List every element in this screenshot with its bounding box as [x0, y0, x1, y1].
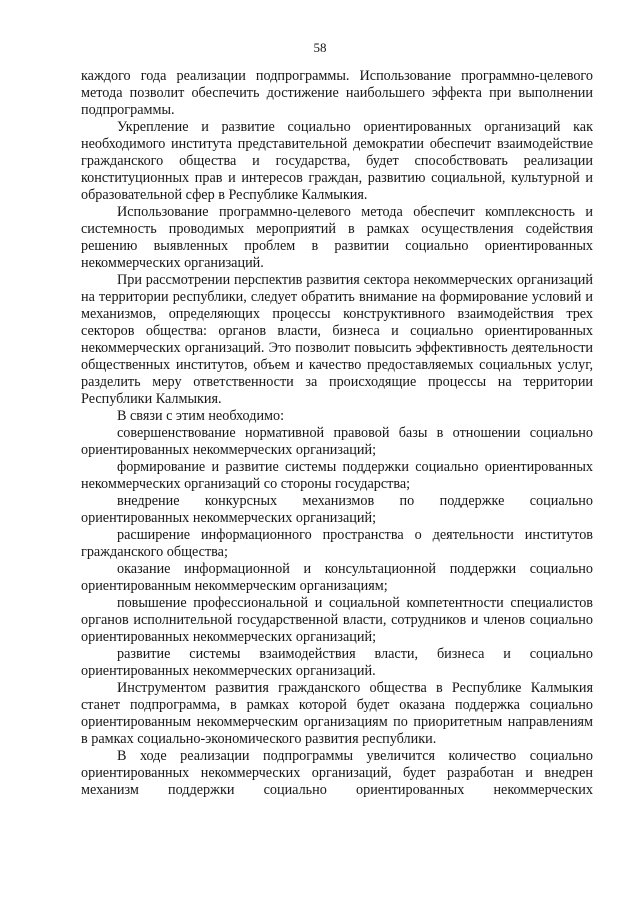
list-item-3: внедрение конкурсных механизмов по поддержке социально ориентированных некоммерческих организаций;	[81, 493, 593, 526]
paragraph-7: В ходе реализации подпрограммы увеличится количество социально ориентированных некоммерческих организаций, будет разработан и внедрен механизм поддержки социально ориентированных некоммерческих	[81, 748, 593, 798]
document-body	[81, 68, 593, 799]
paragraph-2: Укрепление и развитие социально ориентированных организаций как необходимого института представительной демократии обеспечит взаимодействие гражданского общества и государства, будет способствовать реализации конституционных прав и интересов граждан, развитию социальной, культурной и образовательной сфер в Республике Калмыкия.	[81, 119, 593, 203]
list-item-6: повышение профессиональной и социальной компетентности специалистов органов исполнительной государственной власти, сотрудников и членов социально ориентированных некоммерческих организаций;	[81, 595, 593, 645]
paragraph-3: Использование программно-целевого метода обеспечит комплексность и системность проводимых мероприятий в рамках осуществления содействия решению выявленных проблем в развитии социально ориентированных некоммерческих организаций.	[81, 204, 593, 271]
paragraph-6: Инструментом развития гражданского общества в Республике Калмыкия станет подпрограмма, в рамках которой будет оказана поддержка социально ориентированным некоммерческим организациям по приоритетным направлениям в рамках социально-экономического развития республики.	[81, 680, 593, 747]
list-item-7: развитие системы взаимодействия власти, бизнеса и социально ориентированных некоммерческих организаций.	[81, 646, 593, 679]
list-item-2: формирование и развитие системы поддержки социально ориентированных некоммерческих организаций со стороны государства;	[81, 459, 593, 492]
paragraph-4: При рассмотрении перспектив развития сектора некоммерческих организаций на территории республики, следует обратить внимание на формирование условий и механизмов, определяющих процессы конструктивного взаимодействия трех секторов общества: органов власти, бизнеса и социально ориентированных некоммерческих организаций. Это позволит повысить эффективность деятельности общественных институтов, объем и качество предоставляемых социальных услуг, разделить меру ответственности за происходящие процессы на территории Республики Калмыкия.	[81, 272, 593, 407]
list-item-1: совершенствование нормативной правовой базы в отношении социально ориентированных некоммерческих организаций;	[81, 425, 593, 458]
page-number: 58	[313, 40, 327, 55]
paragraph-5: В связи с этим необходимо:	[117, 408, 285, 424]
list-item-5: оказание информационной и консультационной поддержки социально ориентированным некоммерческим организациям;	[81, 561, 593, 594]
paragraph-1: каждого года реализации подпрограммы. Использование программно-целевого метода позволит обеспечить достижение наибольшего эффекта при выполнении подпрограммы.	[81, 68, 593, 118]
list-item-4: расширение информационного пространства о деятельности институтов гражданского общества;	[81, 527, 593, 560]
